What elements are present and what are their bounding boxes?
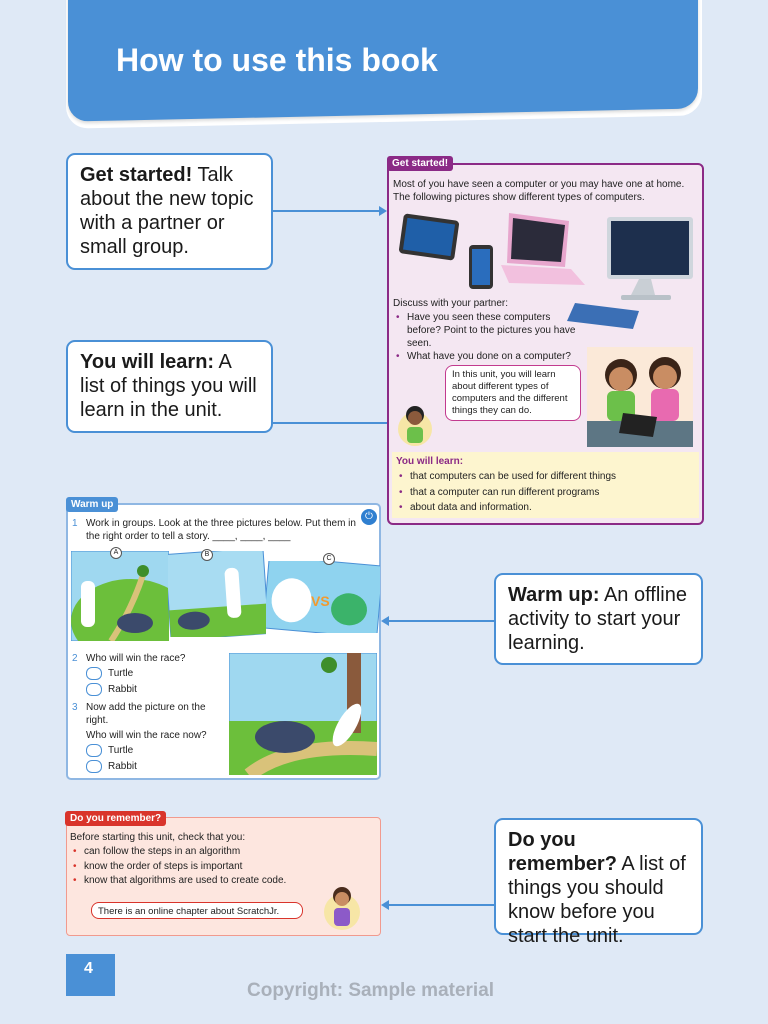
callout-do-you-remember <box>494 818 703 947</box>
arrow-get-started <box>273 210 385 212</box>
student-avatar <box>397 401 433 447</box>
question-3: Now add the picture on the right. <box>86 702 206 726</box>
list-item: • that a computer can run different programs <box>396 485 692 501</box>
option-label: Turtle <box>108 745 134 757</box>
you-will-learn-box <box>392 452 699 518</box>
story-picture-b <box>168 551 266 637</box>
remember-intro: Before starting this unit, check that you: <box>70 832 246 843</box>
warm-up-tag: Warm up <box>66 497 118 512</box>
copyright-notice: Copyright: Sample material <box>247 980 495 1001</box>
remember-tag: Do you remember? <box>65 811 166 826</box>
desktop-icon <box>607 217 693 300</box>
option-rabbit[interactable] <box>86 683 137 696</box>
callout-heading: Get started! <box>80 164 193 186</box>
arrow-warm-up <box>383 620 494 622</box>
callout-body: A list of things you will learn in the unit. <box>80 351 257 421</box>
question-number: 2 <box>72 653 78 664</box>
radio-button[interactable] <box>86 744 102 757</box>
option-turtle[interactable] <box>86 744 133 757</box>
student-avatar <box>323 882 361 930</box>
list-item: • What have you done on a computer? <box>393 350 583 363</box>
phone-icon <box>469 245 493 289</box>
question-1: Work in groups. Look at the three pictures below. Put them in the right order to tell a story. ____, ____, ____ <box>86 518 356 542</box>
remember-list <box>70 845 360 889</box>
picture-label-a: A <box>110 547 122 559</box>
picture-label-b: B <box>201 549 213 561</box>
speech-bubble: There is an online chapter about ScratchJr. <box>91 902 303 919</box>
list-item: • know the order of steps is important <box>70 860 360 875</box>
radio-button[interactable] <box>86 667 102 680</box>
arrow-you-will-learn <box>273 422 393 424</box>
question-number: 3 <box>72 702 78 713</box>
get-started-tag: Get started! <box>387 156 453 171</box>
list-item: • know that algorithms are used to create code. <box>70 874 360 889</box>
option-label: Rabbit <box>108 761 137 773</box>
laptop-icon <box>501 213 585 285</box>
kids-illustration <box>587 347 693 447</box>
page-number: 4 <box>66 954 115 996</box>
callout-body: An offline activity to start your learning. <box>508 584 687 654</box>
question-3b: Who will win the race now? <box>86 730 207 741</box>
callout-get-started <box>66 153 273 270</box>
radio-button[interactable] <box>86 760 102 773</box>
get-started-panel <box>387 158 704 525</box>
list-item: • Have you seen these computers before? Point to the pictures you have seen. <box>393 311 583 350</box>
vs-text: VS <box>311 593 330 609</box>
option-turtle[interactable] <box>86 667 133 680</box>
story-picture-a <box>71 551 169 641</box>
discuss-label: Discuss with your partner: <box>393 298 509 309</box>
tablet-icon <box>398 213 459 260</box>
option-rabbit[interactable] <box>86 760 137 773</box>
power-icon: ⏻ <box>361 509 377 525</box>
learn-list <box>396 469 692 516</box>
picture-label-c: C <box>323 553 335 565</box>
callout-body: Talk about the new topic with a partner or small group. <box>80 164 254 258</box>
learn-title: You will learn: <box>396 456 464 467</box>
option-label: Turtle <box>108 668 134 680</box>
list-item: • that computers can be used for different things <box>396 469 692 485</box>
speech-bubble: In this unit, you will learn about different types of computers and the different things they can do. <box>445 365 581 421</box>
warm-up-panel <box>66 499 381 780</box>
callout-heading: You will learn: <box>80 351 215 373</box>
option-label: Rabbit <box>108 684 137 696</box>
intro-text: Most of you have seen a computer or you may have one at home. The following pictures show different types of computers. <box>393 179 685 203</box>
question-2: Who will win the race? <box>86 653 186 664</box>
callout-heading: Warm up: <box>508 584 600 606</box>
question-number: 1 <box>72 518 78 529</box>
list-item: • about data and information. <box>396 500 692 516</box>
do-you-remember-panel <box>66 813 381 936</box>
callout-warm-up <box>494 573 703 665</box>
page-title: How to use this book <box>116 42 438 78</box>
callout-you-will-learn <box>66 340 273 433</box>
callout-heading: Do you remember? <box>508 829 617 875</box>
discuss-questions <box>393 311 583 363</box>
radio-button[interactable] <box>86 683 102 696</box>
arrow-do-you-remember <box>383 904 494 906</box>
list-item: • can follow the steps in an algorithm <box>70 845 360 860</box>
callout-body: A list of things you should know before you start the unit. <box>508 853 686 947</box>
story-picture-d <box>229 653 377 775</box>
